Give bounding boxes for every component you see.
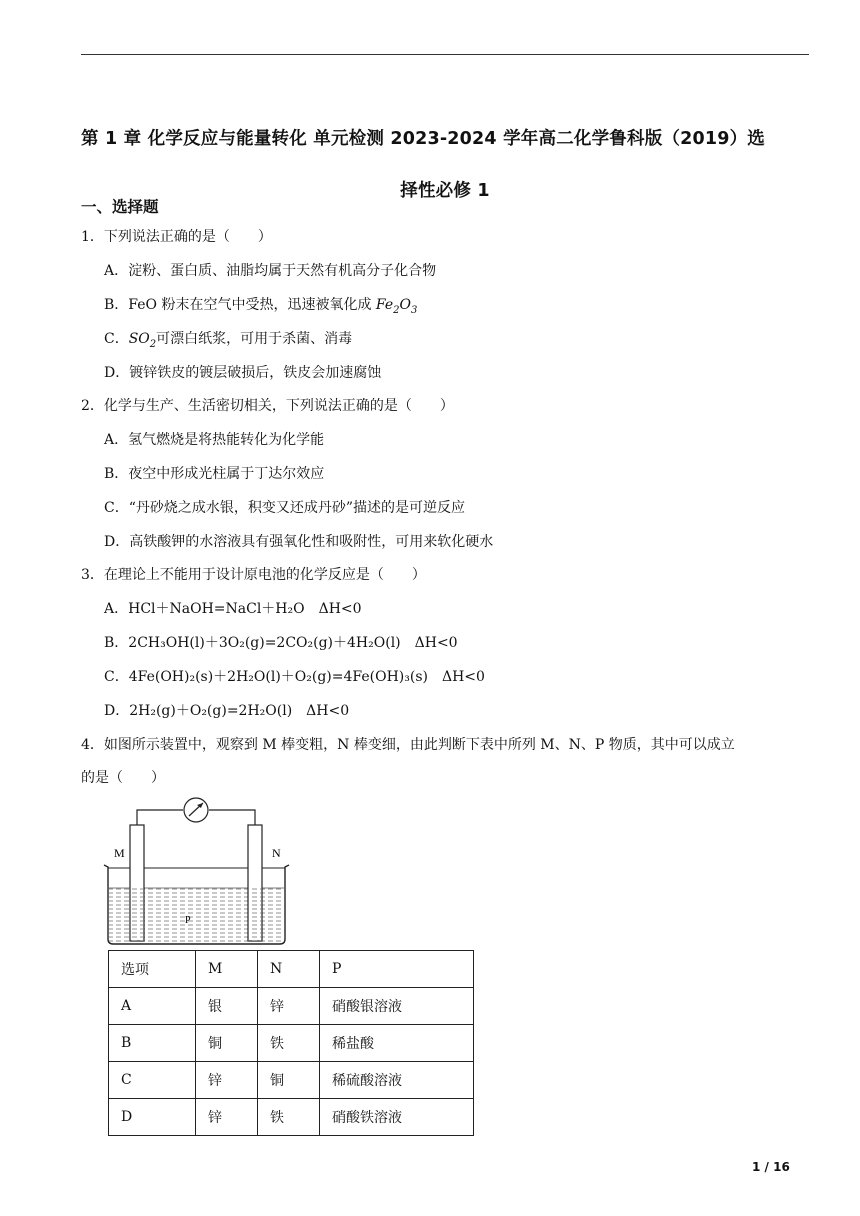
q3-option-c: C．4Fe(OH)₂(s)＋2H₂O(l)＋O₂(g)=4Fe(OH)₃(s) ΔH<0 <box>104 669 485 685</box>
table-cell: 铁 <box>258 1099 320 1136</box>
q1-stem: 1．下列说法正确的是（ ） <box>81 229 272 245</box>
table-cell: C <box>109 1062 196 1099</box>
q1-option-c-prefix: C． <box>104 331 129 347</box>
table-header-cell: P <box>320 951 474 988</box>
section-heading: 一、选择题 <box>81 198 159 216</box>
options-table <box>108 950 474 1136</box>
table-row <box>109 1099 474 1136</box>
table-cell: 锌 <box>196 1062 258 1099</box>
table-header-row <box>109 951 474 988</box>
q4-stem-line-2: 的是（ ） <box>81 770 165 786</box>
q2-option-a: A．氢气燃烧是将热能转化为化学能 <box>104 432 325 448</box>
q1-formula-o-sub: 3 <box>411 304 418 316</box>
wire-left <box>137 810 183 825</box>
table-cell: 铁 <box>258 1025 320 1062</box>
q1-formula-o: O <box>399 297 411 313</box>
q1-formula-fe: Fe <box>375 297 394 313</box>
q2-option-b: B．夜空中形成光柱属于丁达尔效应 <box>104 466 325 482</box>
q4-stem-line-1: 4．如图所示装置中，观察到 M 棒变粗，N 棒变细，由此判断下表中所列 M、N、P 物质，其中可以成立 <box>81 737 735 753</box>
table-row <box>109 1025 474 1062</box>
table-cell: 铜 <box>258 1062 320 1099</box>
table-header-cell: M <box>196 951 258 988</box>
table-cell: 铜 <box>196 1025 258 1062</box>
q1-option-c-text: 可漂白纸浆，可用于杀菌、消毒 <box>156 331 353 347</box>
table-cell: 硝酸银溶液 <box>320 988 474 1025</box>
table-header-cell: 选项 <box>109 951 196 988</box>
table-cell: 锌 <box>196 1099 258 1136</box>
table-cell: 稀硫酸溶液 <box>320 1062 474 1099</box>
table-cell: A <box>109 988 196 1025</box>
table-row <box>109 1062 474 1099</box>
table-header-cell: N <box>258 951 320 988</box>
table-cell: 锌 <box>258 988 320 1025</box>
label-m: M <box>114 846 125 860</box>
table-cell: 银 <box>196 988 258 1025</box>
q1-formula-so-sub: 2 <box>149 338 157 350</box>
label-n: N <box>272 846 281 860</box>
q3-option-b: B．2CH₃OH(l)＋3O₂(g)=2CO₂(g)＋4H₂O(l) ΔH<0 <box>104 635 458 651</box>
label-p: P <box>185 915 191 926</box>
galvanometer-icon <box>184 798 208 822</box>
q3-option-d: D．2H₂(g)＋O₂(g)=2H₂O(l) ΔH<0 <box>104 703 350 719</box>
q1-option-a: A．淀粉、蛋白质、油脂均属于天然有机高分子化合物 <box>104 263 437 279</box>
table-cell: D <box>109 1099 196 1136</box>
title-line-1: 第 1 章 化学反应与能量转化 单元检测 2023-2024 学年高二化学鲁科版（2019）选 <box>81 129 766 149</box>
wire-right <box>209 810 255 825</box>
q2-option-d: D．高铁酸钾的水溶液具有强氧化性和吸附性，可用来软化硬水 <box>104 534 494 550</box>
title-line-2: 择性必修 1 <box>400 181 490 201</box>
q1-formula-fe-sub: 2 <box>393 304 400 316</box>
q3-option-a: A．HCl＋NaOH=NaCl＋H₂O ΔH<0 <box>104 601 362 617</box>
q1-option-b-text: B．FeO 粉末在空气中受热，迅速被氧化成 <box>104 297 376 313</box>
q1-option-b <box>104 294 417 316</box>
table-cell: 硝酸铁溶液 <box>320 1099 474 1136</box>
q1-formula-so: SO <box>128 331 150 347</box>
table-row <box>109 988 474 1025</box>
q3-stem: 3．在理论上不能用于设计原电池的化学反应是（ ） <box>81 567 426 583</box>
electrochemical-cell-diagram <box>100 795 300 947</box>
page-number: 1 / 16 <box>752 1160 790 1174</box>
header-rule <box>81 54 809 55</box>
table-cell: B <box>109 1025 196 1062</box>
table-cell: 稀盐酸 <box>320 1025 474 1062</box>
q1-option-c <box>104 328 352 350</box>
q1-option-d: D．镀锌铁皮的镀层破损后，铁皮会加速腐蚀 <box>104 365 382 381</box>
q2-option-c: C．“丹砂烧之成水银，积变又还成丹砂”描述的是可逆反应 <box>104 500 466 516</box>
q2-stem: 2．化学与生产、生活密切相关，下列说法正确的是（ ） <box>81 398 454 414</box>
